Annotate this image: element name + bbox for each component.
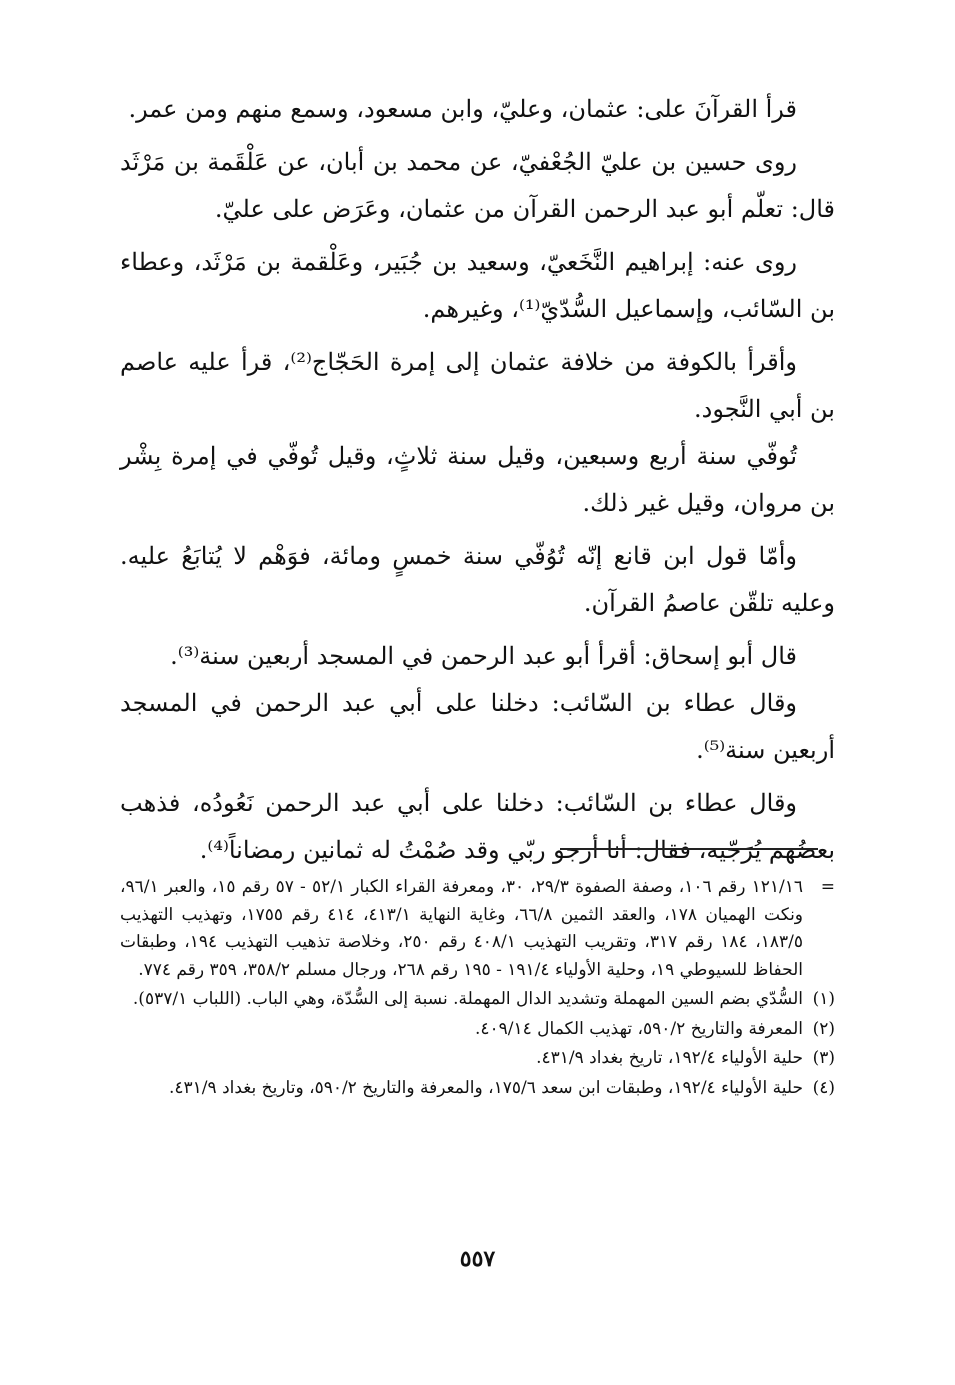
main-text <box>120 86 835 880</box>
footnote <box>120 986 835 1014</box>
paragraph: وأمّا قول ابن قانع إنّه تُوُفّي سنة خمسٍ ومائة، فوَهْم لا يُتابَعُ عليه. وعليه تلقّن عاصمُ القرآن. <box>120 542 835 617</box>
page-number: ٥٥٧ <box>459 1246 496 1272</box>
footnotes <box>120 874 835 1104</box>
footnote-mark: (٤) <box>812 1077 835 1098</box>
footnote-text: السُّدّي بضم السين المهملة وتشديد الدال المهملة. نسبة إلى السُّدّة، وهي الباب. (اللباب ٥٣٧/١). <box>132 989 803 1009</box>
paragraph: قال أبو إسحاق: أقرأ أبو عبد الرحمن في المسجد أربعين سنة⁽³⁾. <box>170 642 797 670</box>
footnote-mark: (٣) <box>812 1048 835 1068</box>
paragraph: وقال عطاء بن السّائب: دخلنا على أبي عبد الرحمن في المسجد أربعين سنة⁽⁵⁾. <box>120 689 835 764</box>
footnote <box>120 1016 835 1044</box>
footnote-mark: (٢) <box>812 1018 835 1039</box>
footnote-text: حلية الأولياء ١٩٢/٤، وطبقات ابن سعد ١٧٥/٦، والمعرفة والتاريخ ٥٩٠/٢، وتاريخ بغداد ٤٣١/٩. <box>169 1077 803 1098</box>
footnote-separator <box>560 848 818 850</box>
footnote-mark: (١) <box>812 989 835 1009</box>
footnote <box>120 1075 835 1103</box>
paragraph: روى عنه: إبراهيم النَّخَعيّ، وسعيد بن جُبَير، وعَلْقمة بن مَرْثَد، وعطاء بن السّائب، وإسماعيل السُّدّيّ⁽¹⁾، وغيرهم. <box>120 248 835 323</box>
paragraph: وأقرأ بالكوفة من خلافة عثمان إلى إمرة الحَجّاج⁽²⁾، قرأ عليه عاصم بن أبي النَّجود. <box>120 348 835 423</box>
footnote-text: المعرفة والتاريخ ٥٩٠/٢، تهذيب الكمال ٤٠٩/١٤. <box>474 1018 803 1039</box>
footnote-text: ١٢١/١٦ رقم ١٠٦، وصفة الصفوة ٢٩/٣، ٣٠، ومعرفة القراء الكبار ٥٢/١ - ٥٧ رقم ١٥، والعبر ٩٦/١، ونكت الهميان ١٧٨، والعقد الثمين ٦٦/٨، وغاية النهاية ٤١٣/١، ٤١٤ رقم ١٧٥٥، وتهذيب التهذيب ١٨٣/٥، ١٨٤ رقم ٣١٧، وتقريب التهذيب ٤٠٨/١ رقم ٢٥٠، وخلاصة تذهيب التهذيب ١٩٤، وطبقات الحفاظ للسيوطي ١٩، وحلية الأولياء ١٩١/٤ - ١٩٥ رقم ٢٦٨، ورجال مسلم ٣٥٨/٢، ٣٥٩ رقم ٧٧٤. <box>120 877 804 980</box>
footnote-text: حلية الأولياء ١٩٢/٤، تاريخ بغداد ٤٣١/٩. <box>536 1048 803 1068</box>
paragraph: روى حسين بن عليّ الجُعْفيّ، عن محمد بن أبان، عن عَلْقَمة بن مَرْثَد قال: تعلّم أبو عبد الرحمن القرآن من عثمان، وعَرَض على عليّ. <box>120 148 835 223</box>
paragraph: تُوفّي سنة أربع وسبعين، وقيل سنة ثلاثٍ، وقيل تُوفّي في إمرة بِشْر بن مروان، وقيل غير ذلك. <box>120 442 835 517</box>
footnote <box>120 874 835 984</box>
footnote-mark: = <box>820 877 835 897</box>
paragraph: وقال عطاء بن السّائب: دخلنا على أبي عبد الرحمن نَعُودُه، فذهب بعضُهم يُرَجّيه، فقال: أنا أرجو ربّي وقد صُمْتُ له ثمانين رمضاناً⁽⁴⁾. <box>120 789 835 864</box>
footnote <box>120 1045 835 1073</box>
paragraph: قرأ القرآنَ على: عثمان، وعليّ، وابن مسعود، وسمع منهم ومن عمر. <box>128 95 797 123</box>
